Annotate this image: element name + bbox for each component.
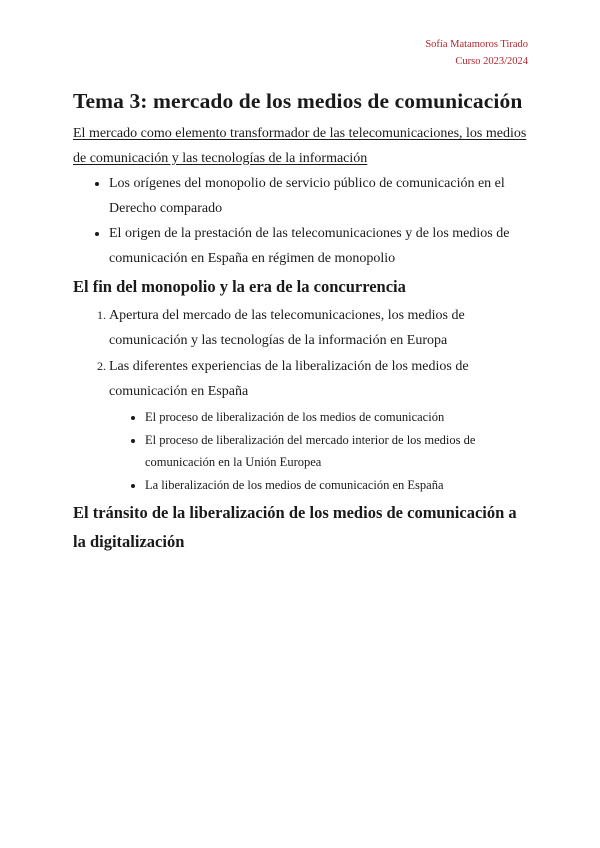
author-name: Sofía Matamoros Tirado: [425, 39, 528, 50]
page-title: Tema 3: mercado de los medios de comunicación: [73, 89, 523, 113]
list-item: • Los orígenes del monopolio de servicio público de comunicación en el Derecho comparado: [109, 172, 533, 221]
course-year: Curso 2023/2024: [455, 56, 528, 67]
section-heading: El tránsito de la liberalización de los medios de comunicación a la digitalización: [73, 503, 517, 551]
numbered-list: [73, 303, 533, 496]
bullet-list: [73, 172, 533, 271]
section-heading: El fin del monopolio y la era de la concurrencia: [73, 277, 406, 296]
section-subtitle: El mercado como elemento transformador de las telecomunicaciones, los medios de comunicación y las tecnologías de la información: [73, 126, 527, 166]
list-item: [109, 303, 533, 353]
list-item-text: Las diferentes experiencias de la liberalización de los medios de comunicación en España: [109, 359, 469, 399]
page-header: [425, 36, 528, 70]
list-item: • El origen de la prestación de las telecomunicaciones y de los medios de comunicación en España en régimen de monopolio: [109, 222, 533, 271]
list-item-text: Apertura del mercado de las telecomunicaciones, los medios de comunicación y las tecnologías de la información en Europa: [109, 308, 465, 348]
document-body: [73, 86, 533, 556]
sub-list-item: • La liberalización de los medios de comunicación en España: [145, 474, 533, 497]
sub-list-item: • El proceso de liberalización de los medios de comunicación: [145, 406, 533, 429]
sub-list-item: • El proceso de liberalización del mercado interior de los medios de comunicación en la Unión Europea: [145, 429, 533, 474]
list-item: [109, 354, 533, 496]
sub-bullet-list: [109, 406, 533, 496]
